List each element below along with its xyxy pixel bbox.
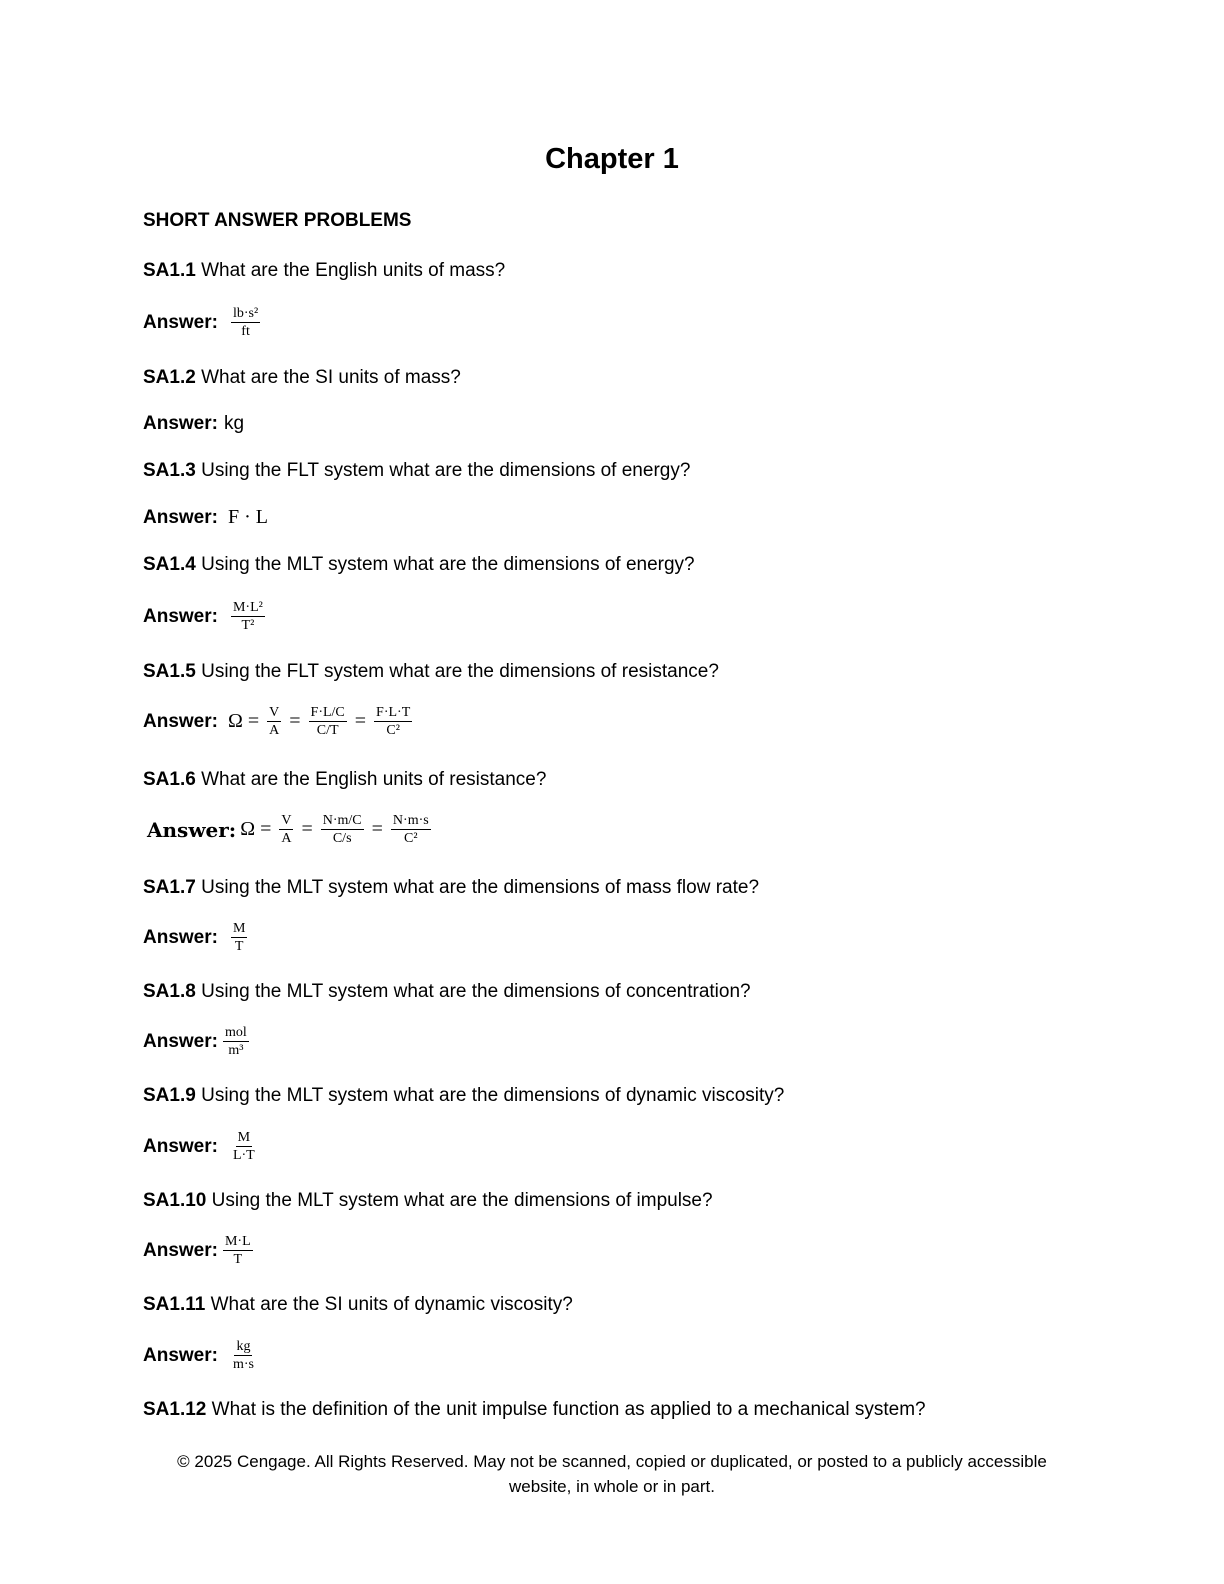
answer-sa1-3	[143, 506, 268, 529]
answer-fraction	[391, 812, 431, 847]
omega-symbol: Ω	[240, 818, 256, 840]
answer-label: Answer:	[143, 926, 218, 948]
fraction-numerator: F·L/C	[310, 705, 345, 720]
omega-symbol: Ω	[227, 710, 243, 732]
answer-fraction	[231, 920, 247, 955]
fraction-denominator: T	[234, 939, 244, 954]
answer-label: Answer:	[143, 1239, 218, 1261]
fraction-denominator: m·s	[232, 1357, 254, 1372]
question-text: What are the SI units of mass?	[195, 367, 461, 388]
answer-sa1-7	[143, 920, 250, 955]
question-text: Using the FLT system what are the dimensions of energy?	[195, 460, 691, 481]
fraction-numerator: mol	[224, 1025, 247, 1040]
answer-fraction	[231, 1129, 257, 1164]
question-number: SA1.11	[143, 1294, 206, 1315]
answer-label: Answer:	[143, 311, 218, 333]
answer-fraction	[231, 1338, 256, 1373]
fraction-numerator: M	[232, 921, 246, 936]
answer-fraction	[223, 1024, 249, 1059]
fraction-denominator: ft	[241, 324, 250, 339]
equals-sign: =	[301, 818, 313, 840]
answer-fraction	[279, 812, 293, 847]
question-sa1-1	[143, 260, 505, 282]
fraction-numerator: M·L²	[232, 600, 263, 615]
fraction-denominator: C²	[404, 831, 418, 846]
question-number: SA1.8	[143, 981, 196, 1002]
page-title: Chapter 1	[545, 143, 679, 175]
answer-sa1-11	[143, 1338, 259, 1373]
answer-label: Answer:	[143, 1344, 218, 1366]
question-sa1-7	[143, 877, 759, 899]
question-sa1-2	[143, 367, 461, 389]
fraction-denominator: A	[281, 831, 292, 846]
answer-sa1-6	[147, 812, 434, 847]
answer-value: F · L	[227, 506, 268, 528]
question-sa1-9	[143, 1085, 784, 1107]
question-text: Using the MLT system what are the dimensions of dynamic viscosity?	[195, 1085, 785, 1106]
answer-sa1-1	[143, 305, 263, 340]
answer-fraction	[374, 704, 412, 739]
fraction-numerator: V	[281, 813, 292, 828]
fraction-denominator: m³	[228, 1043, 244, 1058]
answer-label: Answer:	[147, 817, 237, 842]
answer-fraction	[223, 1233, 253, 1268]
fraction-denominator: L·T	[232, 1148, 255, 1163]
answer-sa1-8	[143, 1024, 252, 1059]
equals-sign: =	[354, 710, 367, 732]
question-number: SA1.4	[143, 554, 196, 575]
question-sa1-3	[143, 460, 690, 482]
fraction-denominator: T²	[241, 618, 255, 633]
question-sa1-12	[143, 1399, 926, 1421]
question-sa1-5	[143, 661, 719, 683]
section-heading: SHORT ANSWER PROBLEMS	[143, 210, 412, 231]
question-number: SA1.7	[143, 877, 196, 898]
answer-fraction	[231, 305, 260, 340]
fraction-numerator: N·m·s	[392, 813, 429, 828]
fraction-numerator: F·L·T	[376, 705, 411, 720]
question-number: SA1.5	[143, 661, 196, 682]
answer-sa1-4	[143, 599, 268, 634]
equals-sign: =	[289, 710, 301, 732]
answer-sa1-10	[143, 1233, 256, 1268]
equals-sign: =	[371, 818, 383, 840]
answer-fraction	[309, 704, 347, 739]
question-text: Using the MLT system what are the dimensions of mass flow rate?	[195, 877, 760, 898]
question-text: Using the MLT system what are the dimensions of energy?	[195, 554, 695, 575]
fraction-denominator: C/T	[316, 723, 339, 738]
fraction-numerator: N·m/C	[322, 813, 362, 828]
answer-label: Answer:	[143, 710, 218, 732]
answer-sa1-9	[143, 1129, 260, 1164]
answer-fraction	[231, 599, 265, 634]
fraction-denominator: A	[269, 723, 280, 738]
question-sa1-6	[143, 769, 546, 791]
question-sa1-8	[143, 981, 751, 1003]
question-sa1-10	[143, 1190, 713, 1212]
fraction-numerator: M	[237, 1130, 251, 1145]
question-text: What are the SI units of dynamic viscosity?	[205, 1294, 573, 1315]
answer-equation	[228, 704, 415, 739]
fraction-numerator: M·L	[224, 1234, 251, 1249]
answer-sa1-2	[143, 413, 244, 435]
question-number: SA1.12	[143, 1399, 207, 1420]
footer-line-1: © 2025 Cengage. All Rights Reserved. May not be scanned, copied or duplicated, or posted to a publicly accessible	[177, 1452, 1047, 1471]
fraction-denominator: C²	[386, 723, 400, 738]
equals-sign: =	[247, 710, 260, 732]
fraction-numerator: lb·s²	[232, 306, 259, 321]
fraction-denominator: C/s	[332, 831, 352, 846]
answer-label: Answer:	[143, 1135, 218, 1157]
footer-line-2: website, in whole or in part.	[509, 1477, 715, 1496]
copyright-footer	[0, 1449, 1224, 1499]
answer-label: Answer:	[143, 605, 218, 627]
answer-value: kg	[223, 413, 245, 434]
question-number: SA1.1	[143, 260, 196, 281]
answer-equation	[240, 812, 434, 847]
fraction-numerator: kg	[236, 1339, 251, 1354]
question-number: SA1.2	[143, 367, 196, 388]
answer-label: Answer:	[143, 413, 218, 434]
fraction-denominator: T	[233, 1252, 243, 1267]
question-sa1-11	[143, 1294, 573, 1316]
fraction-numerator: V	[269, 705, 280, 720]
answer-fraction	[321, 812, 364, 847]
question-text: What is the definition of the unit impulse function as applied to a mechanical system?	[206, 1399, 926, 1420]
question-text: Using the MLT system what are the dimensions of concentration?	[195, 981, 751, 1002]
question-number: SA1.6	[143, 769, 196, 790]
answer-sa1-5	[143, 704, 415, 739]
question-text: What are the English units of resistance?	[195, 769, 547, 790]
equals-sign: =	[260, 818, 272, 840]
question-sa1-4	[143, 554, 695, 576]
question-number: SA1.3	[143, 460, 196, 481]
question-number: SA1.10	[143, 1190, 207, 1211]
answer-label: Answer:	[143, 506, 218, 528]
answer-fraction	[267, 704, 281, 739]
question-text: What are the English units of mass?	[195, 260, 506, 281]
question-text: Using the MLT system what are the dimensions of impulse?	[206, 1190, 713, 1211]
question-number: SA1.9	[143, 1085, 196, 1106]
answer-label: Answer:	[143, 1030, 218, 1052]
question-text: Using the FLT system what are the dimensions of resistance?	[195, 661, 719, 682]
